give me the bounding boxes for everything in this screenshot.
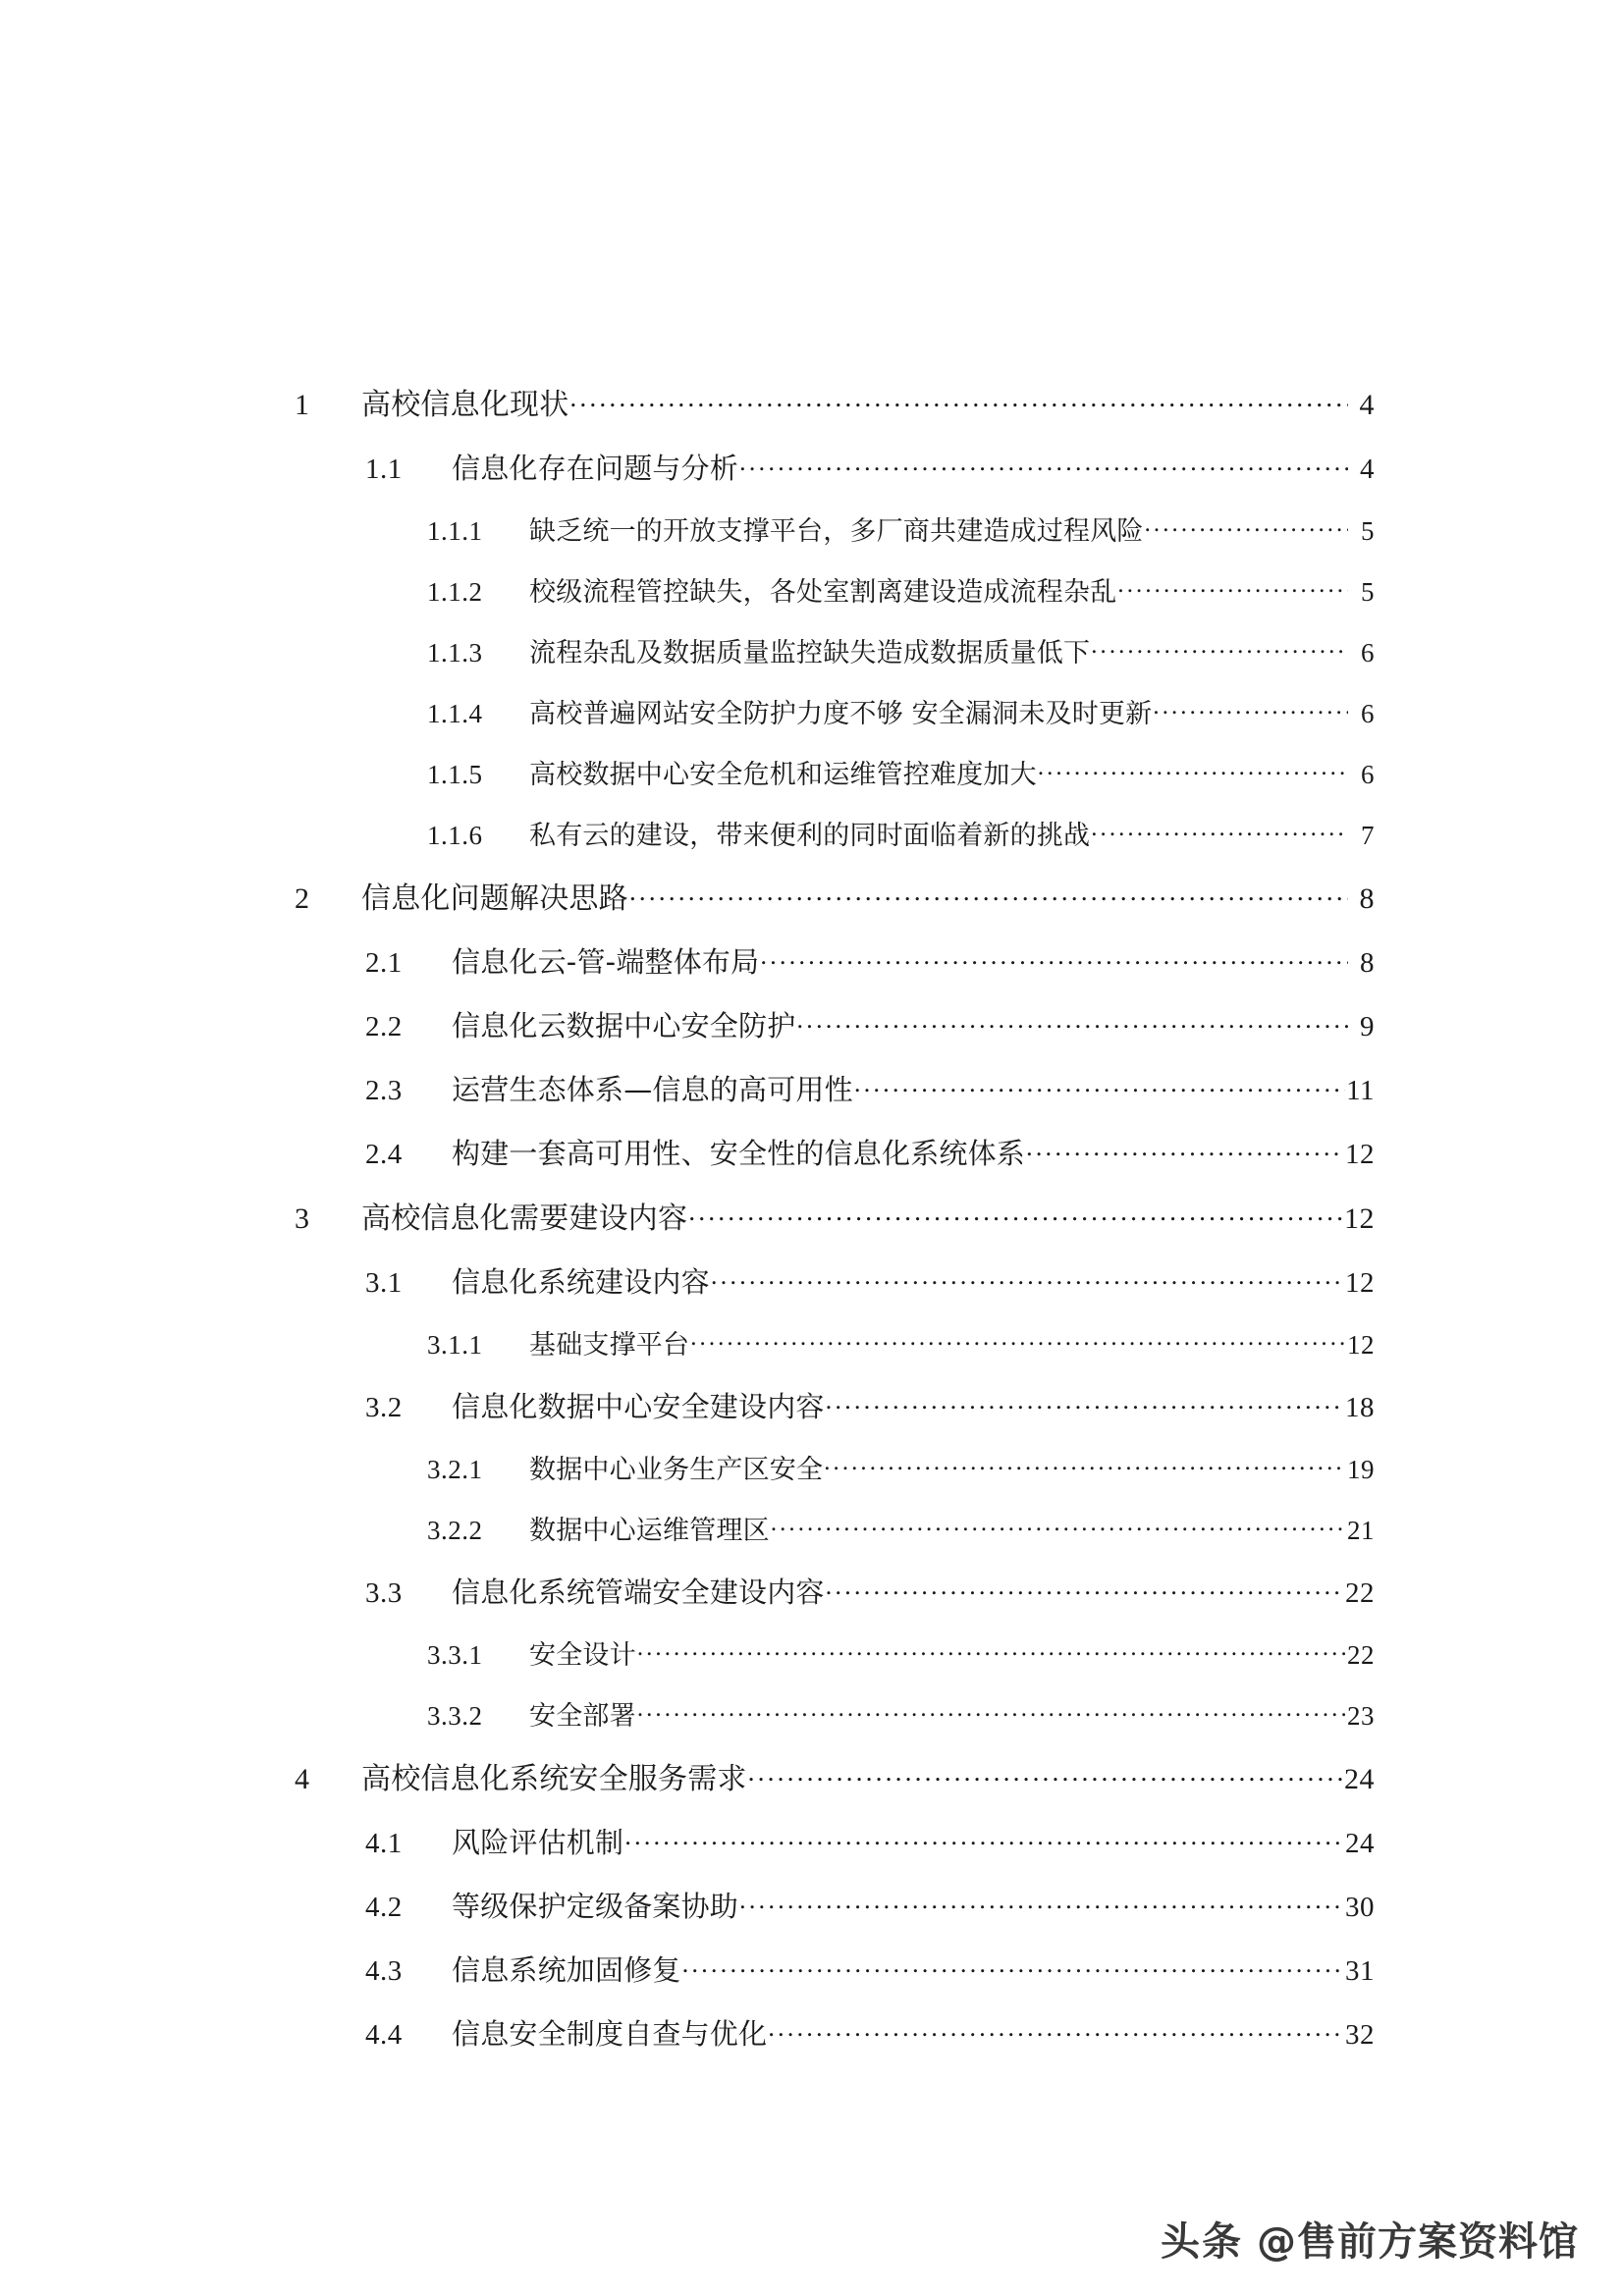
toc-entry-page-number: 12	[1347, 1330, 1375, 1360]
toc-entry-number: 3.2.2	[427, 1516, 483, 1545]
toc-entry-page-number: 6	[1361, 760, 1375, 789]
toc-entry[interactable]	[295, 1951, 1375, 1986]
toc-entry-number: 1	[295, 389, 310, 421]
toc-entry-title: 风险评估机制	[452, 1826, 624, 1859]
toc-entry[interactable]	[295, 1824, 1375, 1858]
watermark-brand: 头条	[1161, 2219, 1243, 2265]
toc-entry-number: 3.3.1	[427, 1640, 483, 1670]
toc-entry-title: 构建一套高可用性、安全性的信息化系统体系	[452, 1137, 1026, 1170]
toc-entry-page-number: 18	[1345, 1392, 1375, 1423]
toc-entry-title: 缺乏统一的开放支撑平台，多厂商共建造成过程风险	[529, 516, 1144, 547]
toc-entry-title: 信息化系统管端安全建设内容	[452, 1575, 825, 1609]
toc-entry-number: 4.1	[365, 1828, 403, 1859]
toc-entry-number: 1.1.2	[427, 577, 483, 607]
toc-entry[interactable]	[295, 1199, 1375, 1234]
toc-dot-leader	[637, 1698, 1346, 1725]
toc-entry-title: 高校信息化需要建设内容	[361, 1201, 688, 1236]
toc-entry[interactable]	[295, 757, 1375, 788]
toc-entry[interactable]	[295, 818, 1375, 849]
toc-entry[interactable]	[295, 513, 1375, 545]
toc-dot-leader	[760, 943, 1348, 972]
toc-entry-page-number: 5	[1361, 516, 1375, 546]
toc-entry-title: 安全部署	[529, 1701, 636, 1732]
toc-dot-leader	[1091, 635, 1348, 662]
toc-entry-page-number: 24	[1344, 1763, 1375, 1795]
toc-entry[interactable]	[295, 1135, 1375, 1169]
toc-entry[interactable]	[295, 1888, 1375, 1922]
toc-entry-number: 3.1.1	[427, 1330, 483, 1360]
toc-entry[interactable]	[295, 1637, 1375, 1669]
toc-entry-title: 高校数据中心安全危机和运维管控难度加大	[529, 760, 1037, 790]
watermark	[1161, 2211, 1579, 2267]
toc-entry-title: 信息化云-管-端整体布局	[452, 945, 760, 979]
toc-entry-number: 1.1.4	[427, 699, 483, 728]
toc-entry-page-number: 23	[1347, 1701, 1375, 1731]
toc-entry[interactable]	[295, 1759, 1375, 1794]
toc-entry[interactable]	[295, 1574, 1375, 1608]
toc-entry-title: 高校信息化系统安全服务需求	[361, 1762, 747, 1796]
toc-entry[interactable]	[295, 943, 1375, 978]
toc-entry-number: 3.2	[365, 1392, 403, 1423]
toc-dot-leader	[768, 2015, 1344, 2044]
toc-entry-page-number: 8	[1360, 947, 1375, 979]
toc-entry-page-number: 4	[1359, 389, 1375, 421]
toc-entry-page-number: 21	[1347, 1516, 1375, 1545]
toc-entry-number: 4.4	[365, 2019, 403, 2051]
toc-entry[interactable]	[295, 1698, 1375, 1730]
toc-entry-page-number: 11	[1346, 1075, 1375, 1106]
toc-entry[interactable]	[295, 635, 1375, 667]
toc-entry-title: 信息化系统建设内容	[452, 1265, 710, 1299]
toc-dot-leader	[1117, 574, 1348, 601]
toc-dot-leader	[624, 1824, 1344, 1852]
toc-entry-number: 1.1.6	[427, 821, 483, 850]
toc-entry-page-number: 30	[1345, 1892, 1375, 1923]
toc-entry[interactable]	[295, 1452, 1375, 1483]
toc-entry-page-number: 7	[1361, 821, 1375, 850]
toc-dot-leader	[711, 1263, 1344, 1292]
toc-entry-number: 1.1	[365, 454, 403, 485]
toc-entry-page-number: 31	[1345, 1955, 1375, 1987]
toc-entry-title: 安全设计	[529, 1640, 636, 1671]
toc-dot-leader	[1091, 818, 1348, 844]
watermark-handle: @售前方案资料馆	[1257, 2219, 1579, 2265]
toc-entry-title: 信息安全制度自查与优化	[452, 2017, 768, 2051]
toc-entry-number: 4.2	[365, 1892, 403, 1923]
toc-dot-leader	[682, 1951, 1344, 1980]
toc-dot-leader	[1145, 513, 1348, 540]
toc-entry-number: 2.4	[365, 1139, 403, 1170]
toc-entry[interactable]	[295, 1071, 1375, 1105]
toc-dot-leader	[688, 1199, 1343, 1228]
toc-entry-title: 数据中心运维管理区	[529, 1516, 770, 1546]
toc-entry[interactable]	[295, 1007, 1375, 1041]
toc-entry-number: 3.3.2	[427, 1701, 483, 1731]
toc-dot-leader	[1038, 757, 1348, 783]
toc-entry-page-number: 24	[1345, 1828, 1375, 1859]
toc-entry[interactable]	[295, 1388, 1375, 1422]
toc-dot-leader	[637, 1637, 1346, 1664]
toc-entry[interactable]	[295, 879, 1375, 914]
toc-entry-page-number: 12	[1345, 1139, 1375, 1170]
toc-entry-page-number: 4	[1360, 454, 1375, 485]
toc-entry-title: 数据中心业务生产区安全	[529, 1455, 824, 1485]
toc-entry-title: 信息系统加固修复	[452, 1953, 681, 1987]
toc-entry[interactable]	[295, 2015, 1375, 2050]
toc-entry-page-number: 22	[1345, 1577, 1375, 1609]
toc-entry-title: 信息化问题解决思路	[361, 881, 628, 916]
toc-entry-page-number: 22	[1347, 1640, 1375, 1670]
toc-entry-number: 2.1	[365, 947, 403, 979]
toc-entry-number: 3	[295, 1202, 310, 1235]
toc-entry[interactable]	[295, 574, 1375, 606]
toc-entry-page-number: 12	[1345, 1267, 1375, 1299]
toc-entry-title: 基础支撑平台	[529, 1330, 690, 1361]
toc-dot-leader	[826, 1388, 1344, 1416]
toc-entry-title: 校级流程管控缺失，各处室割离建设造成流程杂乱	[529, 577, 1117, 608]
toc-entry-number: 3.1	[365, 1267, 403, 1299]
toc-entry-page-number: 32	[1345, 2019, 1375, 2051]
toc-entry-page-number: 5	[1361, 577, 1375, 607]
toc-entry[interactable]	[295, 385, 1375, 420]
toc-entry-title: 信息化存在问题与分析	[452, 452, 739, 485]
toc-entry-page-number: 6	[1361, 699, 1375, 728]
toc-entry-number: 2	[295, 882, 310, 915]
toc-entry[interactable]	[295, 450, 1375, 484]
toc-entry-title: 高校普遍网站安全防护力度不够 安全漏洞未及时更新	[529, 699, 1153, 729]
toc-entry[interactable]	[295, 1513, 1375, 1544]
toc-entry-number: 3.3	[365, 1577, 403, 1609]
toc-entry-number: 1.1.1	[427, 516, 483, 546]
toc-entry[interactable]	[295, 1263, 1375, 1298]
toc-entry-number: 3.2.1	[427, 1455, 483, 1484]
toc-entry-number: 1.1.3	[427, 638, 483, 667]
toc-dot-leader	[796, 1007, 1348, 1036]
toc-dot-leader	[824, 1452, 1346, 1478]
toc-dot-leader	[1153, 696, 1348, 722]
toc-entry-number: 2.3	[365, 1075, 403, 1106]
toc-dot-leader	[569, 385, 1348, 414]
toc-entry-title: 信息化数据中心安全建设内容	[452, 1390, 825, 1423]
toc-entry-number: 2.2	[365, 1011, 403, 1042]
toc-entry-number: 4.3	[365, 1955, 403, 1987]
toc-entry[interactable]	[295, 1327, 1375, 1359]
toc-entry-page-number: 6	[1361, 638, 1375, 667]
toc-entry-title: 私有云的建设，带来便利的同时面临着新的挑战	[529, 821, 1091, 851]
toc-dot-leader	[748, 1759, 1343, 1789]
toc-dot-leader	[739, 450, 1348, 478]
toc-entry-title: 高校信息化现状	[361, 388, 569, 422]
toc-dot-leader	[690, 1327, 1346, 1354]
toc-entry-title: 流程杂乱及数据质量监控缺失造成数据质量低下	[529, 638, 1091, 668]
toc-dot-leader	[771, 1513, 1346, 1539]
toc-entry-number: 1.1.5	[427, 760, 483, 789]
toc-dot-leader	[629, 879, 1348, 908]
toc-entry-number: 4	[295, 1763, 310, 1795]
toc-dot-leader	[739, 1888, 1344, 1916]
toc-dot-leader	[854, 1071, 1345, 1099]
toc-entry-title: 信息化云数据中心安全防护	[452, 1009, 796, 1042]
toc-entry[interactable]	[295, 696, 1375, 727]
toc-dot-leader	[826, 1574, 1344, 1602]
toc-entry-page-number: 9	[1360, 1011, 1375, 1042]
toc-entry-page-number: 12	[1344, 1202, 1375, 1235]
toc-entry-title: 等级保护定级备案协助	[452, 1890, 739, 1923]
toc-entry-title: 运营生态体系—信息的高可用性	[452, 1073, 853, 1106]
toc-entry-page-number: 19	[1347, 1455, 1375, 1484]
toc-dot-leader	[1026, 1135, 1344, 1163]
toc-entry-page-number: 8	[1359, 882, 1375, 915]
table-of-contents	[295, 385, 1375, 2079]
